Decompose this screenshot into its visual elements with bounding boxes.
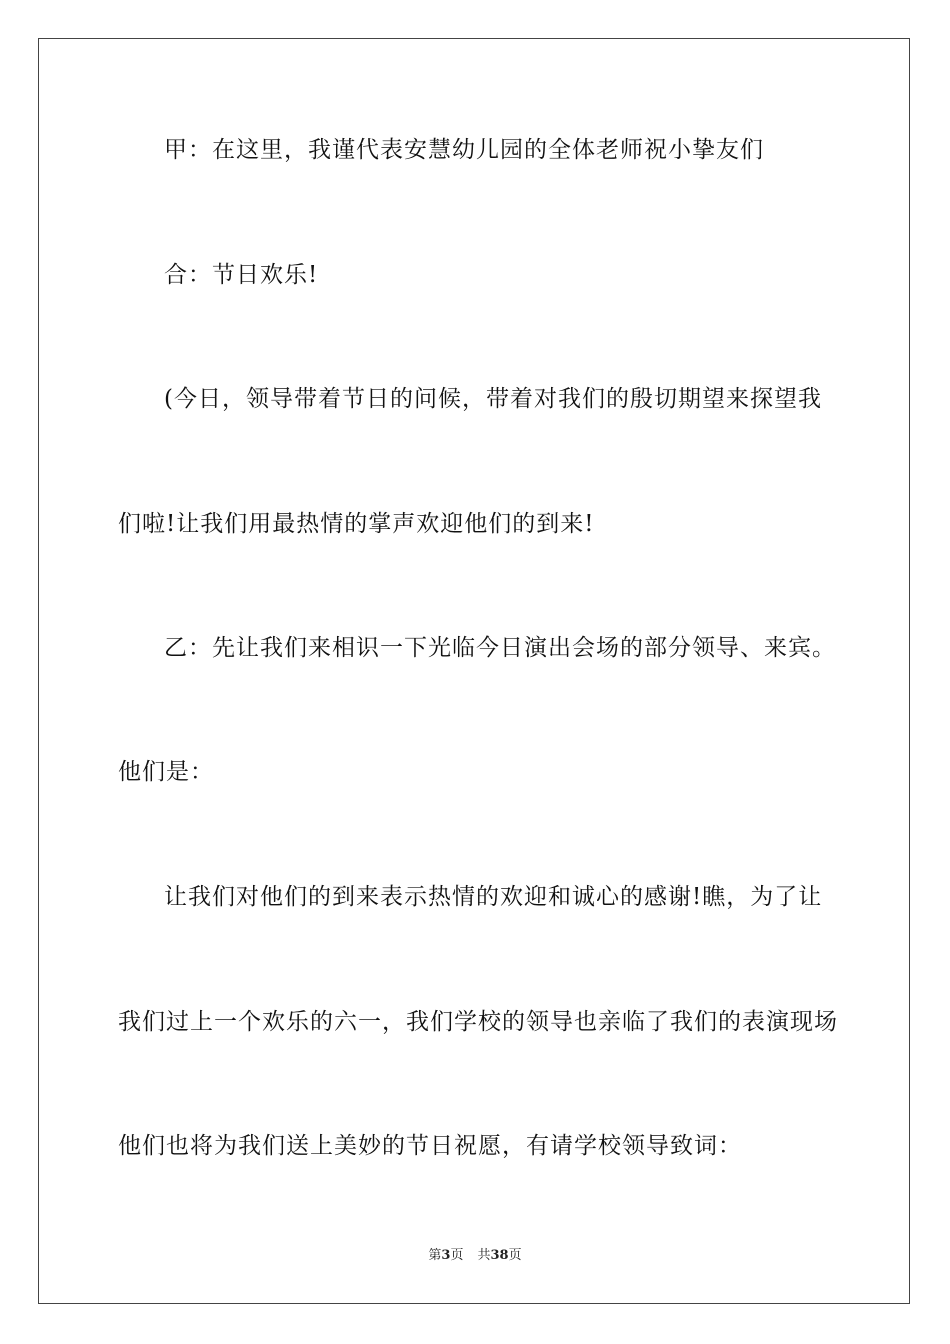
paragraph-line: 他们是： (118, 759, 214, 785)
total-prefix: 共 (477, 1248, 491, 1263)
paragraph-line: 乙：先让我们来相识一下光临今日演出会场的部分领导、来宾。 (164, 635, 836, 661)
paragraph-line: 们啦!让我们用最热情的掌声欢迎他们的到来! (118, 511, 595, 537)
page-suffix: 页 (450, 1248, 464, 1263)
page-prefix: 第 (428, 1248, 442, 1263)
paragraph-line: (今日，领导带着节日的问候，带着对我们的殷切期望来探望我 (164, 386, 822, 412)
paragraph-line: 我们过上一个欢乐的六一，我们学校的领导也亲临了我们的表演现场 (118, 1009, 838, 1035)
page-number: 3 (441, 1248, 451, 1263)
total-pages: 38 (490, 1248, 509, 1263)
paragraph-line: 让我们对他们的到来表示热情的欢迎和诚心的感谢!瞧，为了让 (164, 884, 823, 910)
paragraph-line: 甲：在这里，我谨代表安慧幼儿园的全体老师祝小挚友们 (164, 137, 764, 163)
page-border (38, 38, 910, 1304)
total-suffix: 页 (508, 1248, 522, 1263)
paragraph-line: 他们也将为我们送上美妙的节日祝愿，有请学校领导致词： (118, 1133, 742, 1159)
page-footer (0, 1247, 950, 1265)
paragraph-line: 合：节日欢乐! (164, 262, 319, 288)
